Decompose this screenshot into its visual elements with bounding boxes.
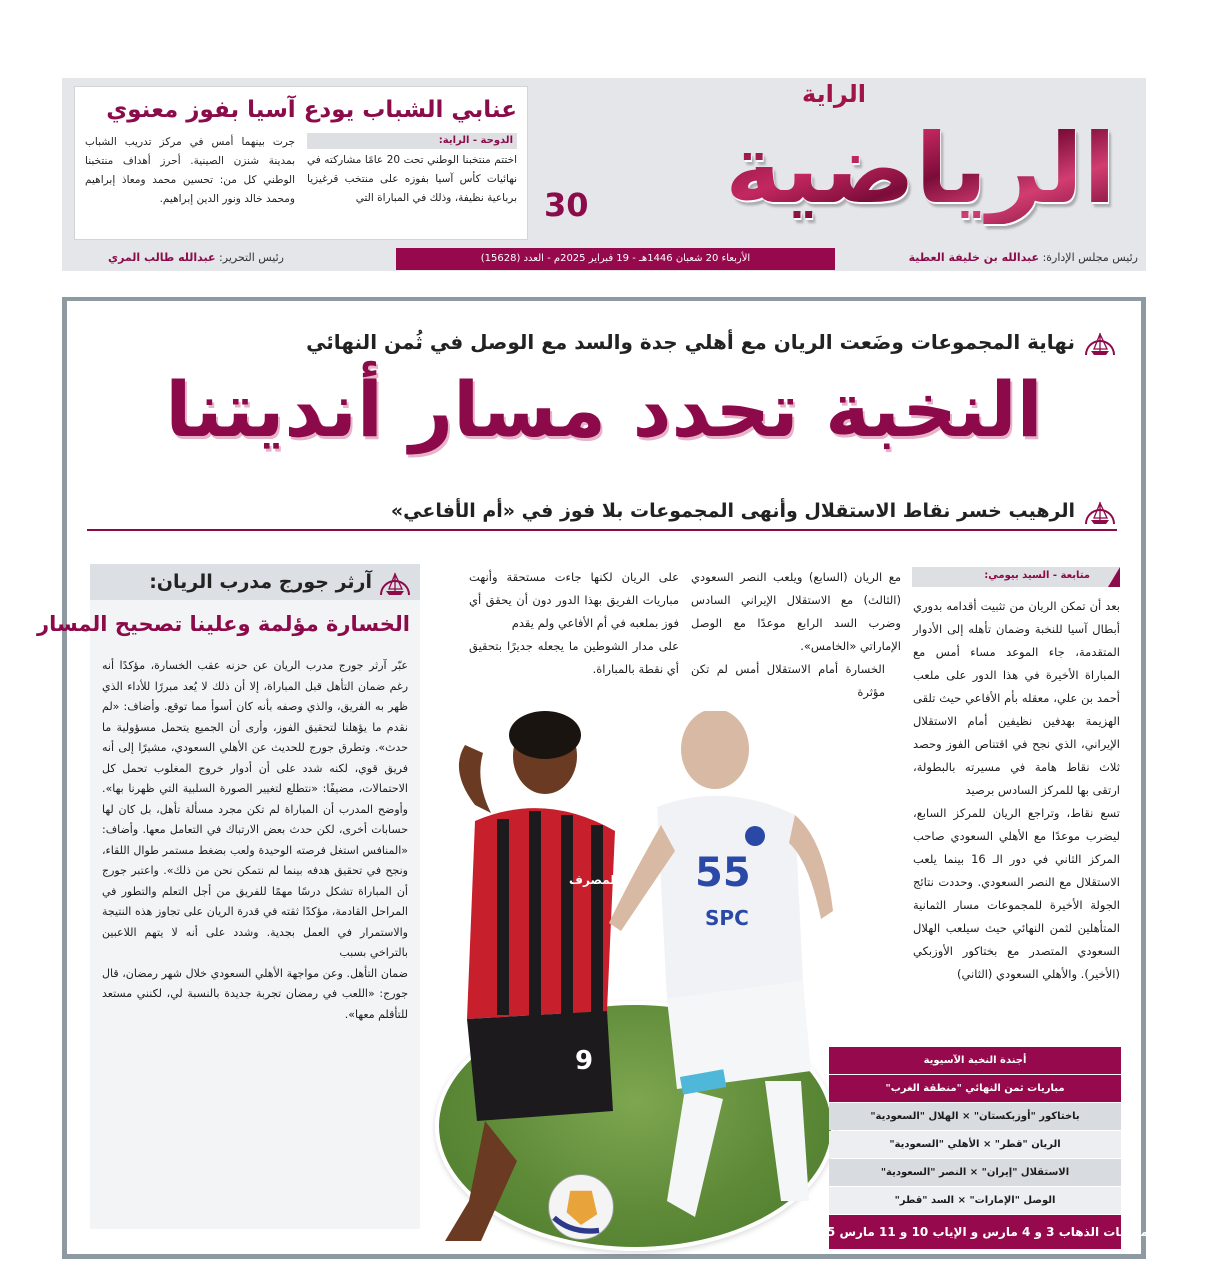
article-column-1-top: بعد أن تمكن الريان من تثبيت أقدامه بدوري أبطال آسيا للنخبة وضمان تأهله إلى الأدوار المتقدمة، جاء الموعد مساء أمس مع المباراة الأخيرة في هذا الدور على ملعب أحمد بن علي، معقله بأم الأفاعي حيث تلقى الهزيمة بهدفين نظيفين أمام الاستقلال الإيراني، الذي نجح في اقتناص الفوز وحصد ثلاث نقاط هامة في مسيرته بالبطولة، ارتقى بها للمركز السادس برصيد <box>913 599 1120 797</box>
board-chair-label: رئيس مجلس الإدارة: <box>1042 251 1138 264</box>
coach-body-top: عبّر آرثر جورج مدرب الريان عن حزنه عقب الخسارة، مؤكدًا أنه رغم ضمان التأهل قبل المباراة، إلا أن ذلك لا يُعد مبررًا للأداء الذي ظهر به الفريق، والذي وصفه بأنه كان أسوأ مما توقع. وأضاف: «لم نقدم ما يؤهلنا لتحقيق الفوز، وأرى أن الجميع يتحمل مسؤولية ما حدث». وتطرق جورج للحديث عن الأهلي السعودي، مشيرًا إلى أنه فريق قوي، لكنه شدد على أن أدوار خروج المغلوب تحمل كل الاحتمالات، مضيفًا: «نتطلع لتغيير الصورة السلبية التي ظهرنا بها». وأوضح المدرب أن المباراة لم تكن مجرد مسألة تأهل، بل كان لها حسابات أخرى، لكن حدث بعض الارتباك في التعامل معها. وأضاف: «المنافس استغل فرصته الوحيدة ولعب بضغط مستمر طوال اللقاء، ونجح في تحقيق هدفه بينما لم نتمكن نحن من ذلك». واعتبر جورج أن المباراة تشكل درسًا مهمًا للفريق من أجل التعلم والتطور في المراحل القادمة، مؤكدًا ثقته في قدرة الريان على تجاوز هذه النتيجة والاستمرار في العمل بجدية. وشدد على أنه لا يتهم اللاعبين بالتراخي بسبب <box>102 659 408 959</box>
editor-name: عبدالله طالب المري <box>108 251 216 264</box>
white-number-text: 55 <box>695 850 751 896</box>
teaser-box <box>74 86 528 240</box>
agenda-footer: مباريات الذهاب 3 و 4 مارس و الإياب 10 و 11 مارس 2025 <box>829 1215 1121 1249</box>
agenda-subtitle: مباريات ثمن النهائي "منطقة الغرب" <box>829 1075 1121 1102</box>
byline <box>912 567 1120 587</box>
player-white-jersey <box>605 711 835 1251</box>
board-chair-name: عبدالله بن خليفة العطية <box>908 251 1040 264</box>
teaser-title: عنابي الشباب يودع آسيا بفوز معنوي <box>106 97 517 123</box>
editor-in-chief <box>108 251 284 264</box>
match-photo <box>425 701 835 1256</box>
football-icon <box>545 1171 617 1243</box>
teaser-column-left: جرت بينهما أمس في مركز تدريب الشباب بمدينة شنزن الصينية. أحرز أهداف منتخبنا الوطني كل من: تحسين محمد ومعاذ إبراهيم ومحمد خالد ونور الدين إبراهيم. <box>85 136 295 205</box>
coach-header <box>90 564 420 600</box>
coach-body-bottom: ضمان التأهل. وعن مواجهة الأهلي السعودي خلال شهر رمضان، قال جورج: «اللعب في رمضان تجربة جديدة بالنسبة لي، لكنني مستعد للتأقلم معها». <box>102 966 408 1021</box>
article-column-3-top: على الريان لكنها جاءت مستحقة وأنهت مباريات الفريق بهذا الدور دون أن يحقق أي فوز بملعبه في أم الأفاعي ولم يقدم <box>469 570 679 630</box>
article-column-2-top: مع الريان (السابع) ويلعب النصر السعودي (الثالث) مع الاستقلال الإيراني السادس وضرب السد الرابع موعدًا مع الوصل الإماراتي «الخامس». <box>691 570 901 653</box>
coach-quote: الخسارة مؤلمة وعلينا تصحيح المسار <box>37 612 410 636</box>
dhow-logo-icon <box>1083 494 1117 528</box>
agenda-match-row: الوصل "الإمارات" × السد "قطر" <box>829 1187 1121 1214</box>
logo-title: الرياضية <box>725 113 1116 225</box>
article-column-1-bottom: تسع نقاط، وتراجع الريان للمركز السابع، ليضرب موعدًا مع الأهلي السعودي صاحب المركز الثاني في دور الـ 16 بينما يلعب الاستقلال مع النصر السعودي. وحددت نتائج الجولة الأخيرة للمجموعات مسار الثمانية المتأهلين لثمن النهائي حيث سيلعب الهلال السعودي المتصدر مع بختاكور الأوزبكي (الأخير). والأهلي السعودي (الثاني) <box>913 806 1120 981</box>
agenda-title: أجندة النخبة الآسيوية <box>829 1047 1121 1074</box>
main-headline: النخبة تحدد مسار أنديتنا <box>165 365 1043 454</box>
white-sponsor-text: SPC <box>705 906 749 930</box>
main-article-frame <box>37 297 1149 1259</box>
coach-body <box>102 656 408 1025</box>
player-red-jersey <box>425 701 615 1241</box>
teaser-column-right: اختتم منتخبنا الوطني تحت 20 عامًا مشاركته في نهائيات كأس آسيا بفوزه على منتخب قرغيزيا برباعية نظيفة، وذلك في المباراة التي <box>307 154 517 204</box>
newspaper-logo <box>596 80 1116 240</box>
article-column-2 <box>691 566 901 704</box>
byline-triangle-icon <box>1108 567 1120 587</box>
dhow-logo-icon <box>1083 325 1117 359</box>
byline-text: متابعة - السيد بيومي: <box>984 570 1090 581</box>
dhow-logo-icon <box>378 565 412 599</box>
page-number: 30 <box>544 186 589 224</box>
teaser-column-right-wrap <box>307 133 517 209</box>
issue-date-band: الأربعاء 20 شعبان 1446هـ - 19 فبراير 2025م - العدد (15628) <box>396 248 835 270</box>
coach-name-line: آرثر جورج مدرب الريان: <box>149 571 372 593</box>
teaser-column-left-wrap <box>85 133 295 209</box>
article-subhead <box>87 493 1117 531</box>
logo-subtitle: الراية <box>802 80 866 108</box>
agenda-match-row: الاستقلال "إيران" × النصر "السعودية" <box>829 1159 1121 1186</box>
kicker-text: نهاية المجموعات وضَعت الريان مع أهلي جدة والسد مع الوصل في ثُمن النهائي <box>306 330 1075 354</box>
article-column-3-bottom: على مدار الشوطين ما يجعله جديرًا بتحقيق أي نقطة بالمباراة. <box>469 639 679 676</box>
teaser-columns <box>85 133 517 209</box>
coach-sidebar <box>37 564 420 1229</box>
meta-bar <box>62 248 1146 271</box>
subhead-text: الرهيب خسر نقاط الاستقلال وأنهى المجموعات بلا فوز في «أم الأفاعي» <box>390 500 1075 522</box>
agenda-table <box>801 1047 1149 1250</box>
agenda-match-row: الريان "قطر" × الأهلي "السعودية" <box>829 1131 1121 1158</box>
red-sponsor-text: المصرف <box>569 873 619 887</box>
red-number-text: 9 <box>575 1046 594 1076</box>
article-column-2-bottom: الخسارة أمام الاستقلال أمس لم تكن مؤثرة <box>691 662 885 699</box>
agenda-match-row: باختاكور "أوزبكستان" × الهلال "السعودية" <box>829 1103 1121 1130</box>
board-chair <box>909 251 1138 264</box>
article-column-1 <box>913 595 1120 986</box>
editor-label: رئيس التحرير: <box>219 251 284 264</box>
article-kicker <box>306 325 1117 359</box>
teaser-dateline: الدوحة - الراية: <box>307 133 517 149</box>
article-column-3 <box>469 566 679 681</box>
masthead <box>62 78 1146 271</box>
